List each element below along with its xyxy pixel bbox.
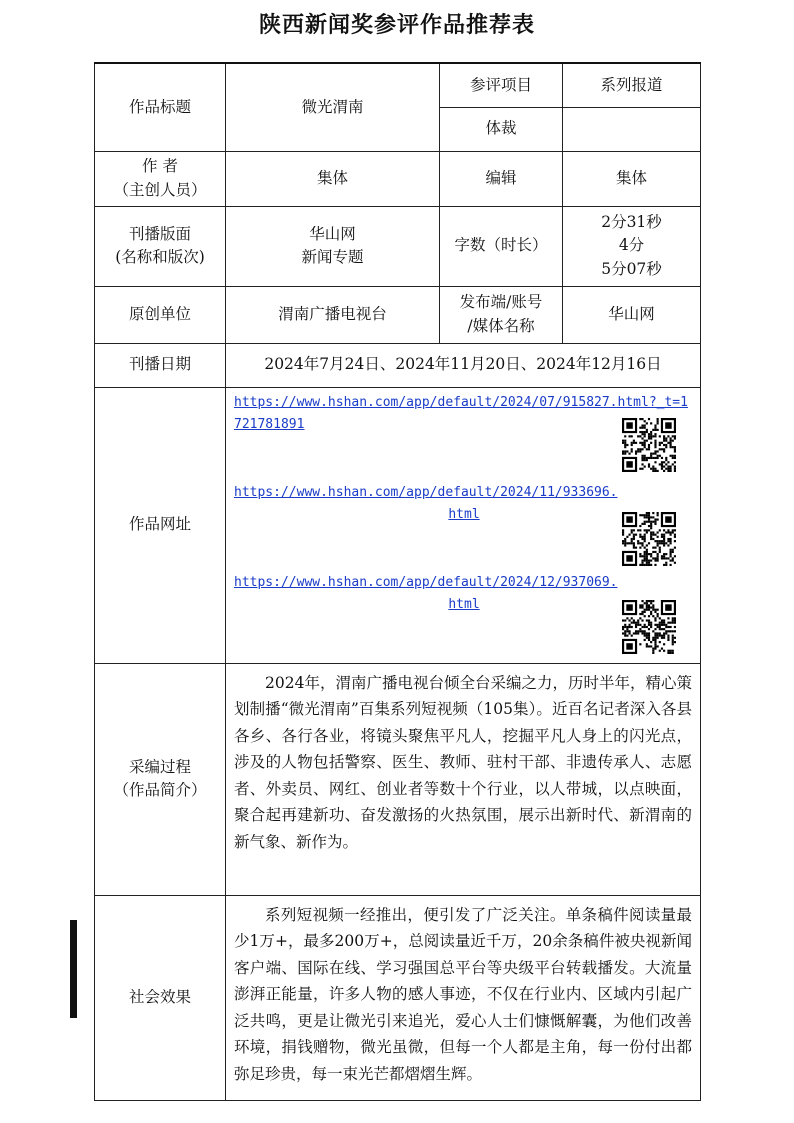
effect-label: 社会效果 [95,895,226,1100]
genre-value [563,107,701,151]
date-label: 刊播日期 [95,343,226,387]
url-3-line1: https://www.hshan.com/app/default/2024/12/937069. [234,574,618,590]
url-1-line2: html?_t=1721781891 [234,394,688,432]
category-value: 系列报道 [563,63,701,107]
author-label-line1: 作 者 [142,157,178,176]
author-label-line2: （主创人员） [113,180,207,199]
origin-value: 渭南广播电视台 [226,286,440,343]
author-label [95,151,226,206]
length-label: 字数（时长） [440,206,563,286]
length-values [563,206,701,286]
platform-label-line2: /媒体名称 [467,316,535,335]
platform-label-line1: 发布端/账号 [459,293,543,312]
publish-value [226,206,440,286]
category-label: 参评项目 [440,63,563,107]
url-entry-2 [234,482,694,572]
date-value: 2024年7月24日、2024年11月20日、2024年12月16日 [226,343,701,387]
effect-text: 系列短视频一经推出，便引发了广泛关注。单条稿件阅读量最少1万+，最多200万+，总阅读量近千万，20余条稿件被央视新闻客户端、国际在线、学习强国总平台等央级平台转载播发。大流量澎湃正能量，许多人物的感人事迹，不仅在行业内、区域内引起广泛共鸣，更是让微光引来追光，爱心人士们慷慨解囊，为他们改善环境，捐钱赠物，微光虽微，但每一个人都是主角，每一份付出都弥足珍贵，每一束光芒都熠熠生辉。 [226,895,701,1100]
genre-label: 体裁 [440,107,563,151]
process-text: 2024年，渭南广播电视台倾全台采编之力，历时半年，精心策划制播“微光渭南”百集系列短视频（105集）。近百名记者深入各县各乡、各行各业，将镜头聚焦平凡人，挖掘平凡人身上的闪光点，涉及的人物包括警察、医生、教师、驻村干部、非遗传承人、志愿者、外卖员、网红、创业者等数十个行业，以人带城，以点映面，聚合起再建新功、奋发激扬的火热氛围，展示出新时代、新渭南的新气象、新作为。 [226,663,701,895]
title-value: 微光渭南 [226,63,440,151]
editor-label: 编辑 [440,151,563,206]
url-label: 作品网址 [95,387,226,663]
page-title: 陕西新闻奖参评作品推荐表 [258,13,535,38]
url-list [226,387,701,663]
length-value-2: 4分 [618,236,645,255]
publish-value-line1: 华山网 [309,224,356,243]
url-2-line2: html [448,506,480,522]
platform-value: 华山网 [563,286,701,343]
recommendation-form-table [94,62,701,1101]
qr-code-icon [622,512,676,566]
title-label: 作品标题 [95,63,226,151]
publish-label-line2: (名称和版次) [115,248,205,266]
url-entry-1 [234,392,694,482]
url-3-line2: html [448,596,480,612]
url-2-line1: https://www.hshan.com/app/default/2024/11/933696. [234,484,618,500]
publish-label-line1: 刊播版面 [128,224,191,243]
qr-code-icon [622,418,676,472]
margin-bar [70,920,77,1018]
qr-code-icon [622,600,676,654]
process-label-line2: （作品简介） [113,781,207,799]
length-value-1: 2分31秒 [601,213,662,232]
platform-label [440,286,563,343]
editor-value: 集体 [563,151,701,206]
process-label-line1: 采编过程 [128,757,191,776]
process-label [95,663,226,895]
publish-value-line2: 新闻专题 [301,248,364,266]
publish-label [95,206,226,286]
origin-label: 原创单位 [95,286,226,343]
length-value-3: 5分07秒 [601,259,662,278]
url-entry-3 [234,572,694,662]
url-1-line1: https://www.hshan.com/app/default/2024/07/915827. [234,394,618,410]
author-value: 集体 [226,151,440,206]
